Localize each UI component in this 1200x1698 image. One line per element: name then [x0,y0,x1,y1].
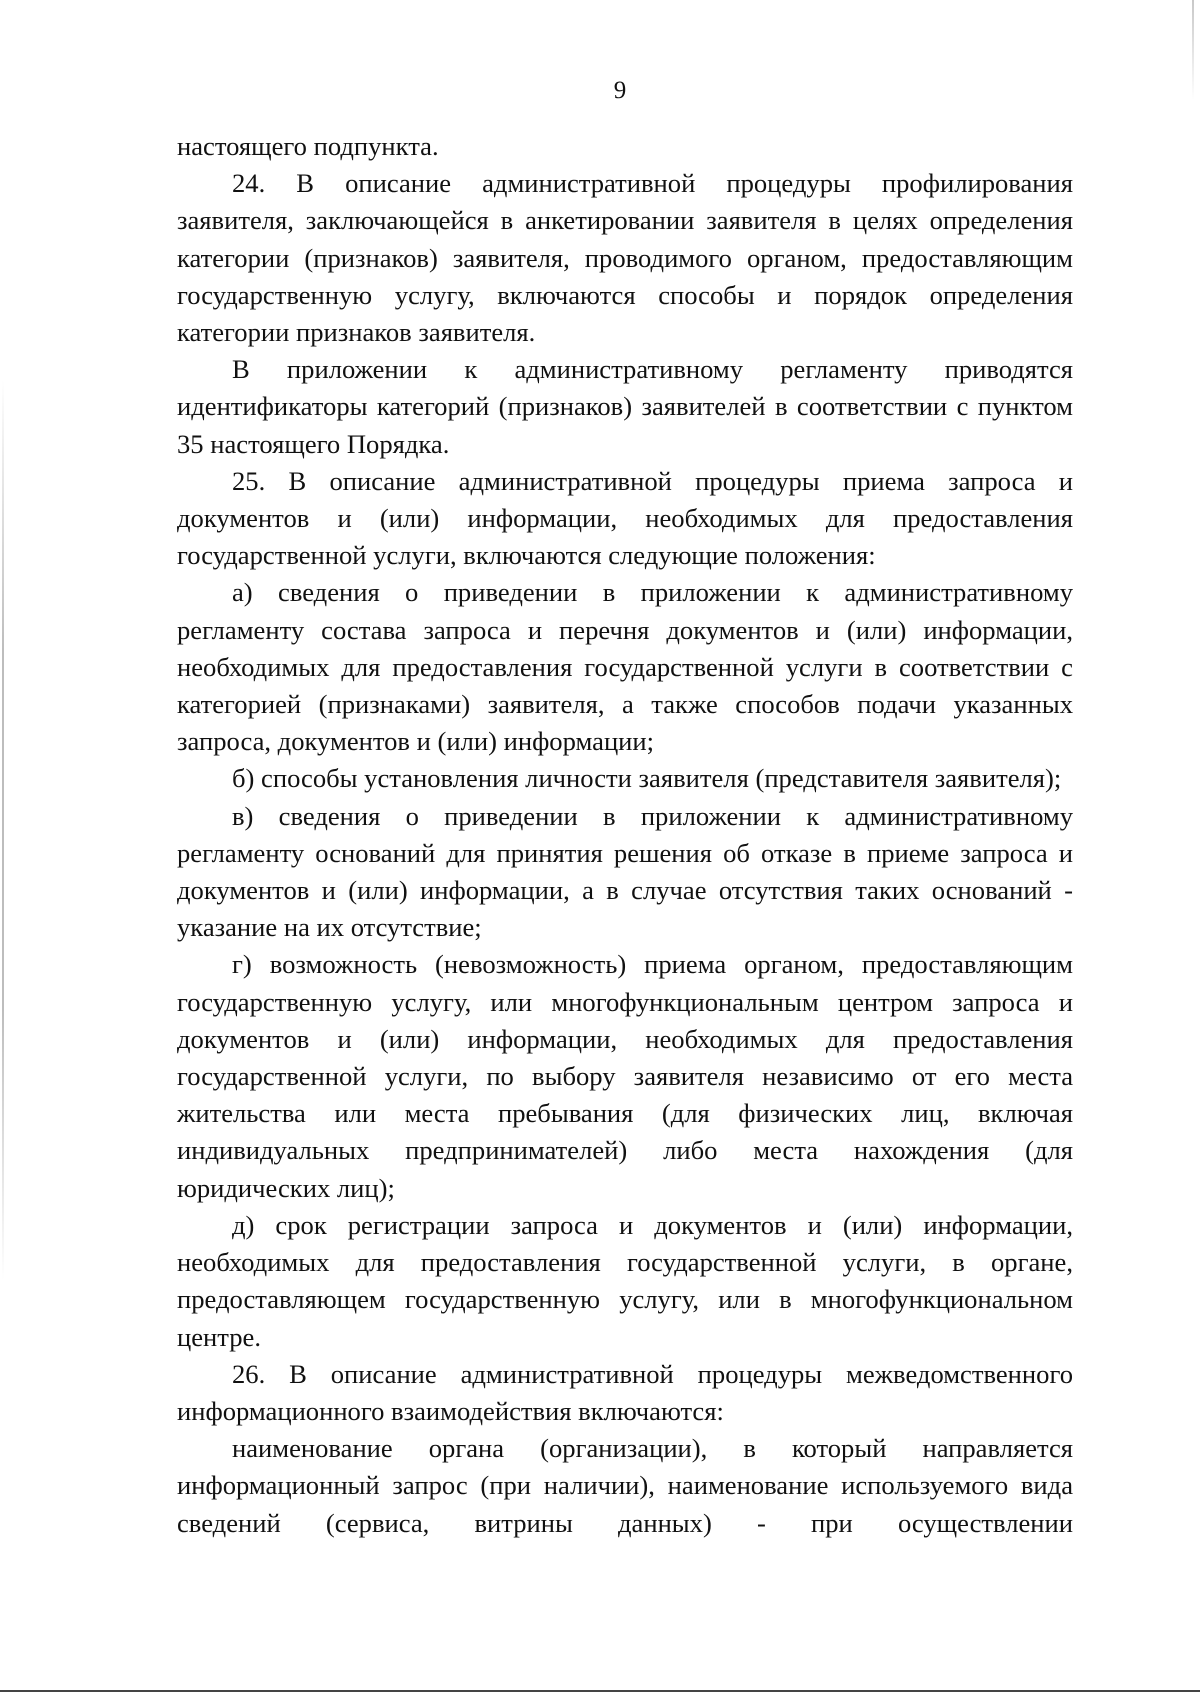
paragraph: д) срок регистрации запроса и документов и (или) информации, необходимых для предоставления государственной услуги, в органе, предоставляющем государственную услугу, или в многофункциональном центре. [177,1209,1073,1352]
paragraph: 26. В описание административной процедуры межведомственного информационного взаимодействия включаются: [177,1358,1073,1426]
paragraph: а) сведения о приведении в приложении к административному регламенту состава запроса и перечня документов и (или) информации, необходимых для предоставления государственной услуги в соответствии с категорией (признаками) заявителя, а также способов подачи указанных запроса, документов и (или) информации; [177,577,1073,757]
scan-edge-bottom [0,1690,1200,1692]
page-number: 9 [613,77,627,104]
paragraph: в) сведения о приведении в приложении к административному регламенту оснований для принятия решения об отказе в приеме запроса и документов и (или) информации, а в случае отсутствия таких оснований - указание на их отсутствие; [177,800,1073,943]
paragraph: б) способы установления личности заявителя (представителя заявителя); [232,763,1062,794]
paragraph: настоящего подпункта. [177,131,439,161]
paragraph: 25. В описание административной процедуры приема запроса и документов и (или) информации, необходимых для предоставления государственной услуги, включаются следующие положения: [177,465,1073,571]
paragraph: наименование органа (организации), в который направляется информационный запрос (при наличии), наименование используемого вида сведений (сервиса, витрины данных) - при осуществлении [177,1433,1073,1538]
scan-edge-left [2,380,4,1280]
paragraph: 24. В описание административной процедуры профилирования заявителя, заключающейся в анкетировании заявителя в целях определения категории (признаков) заявителя, проводимого органом, предоставляющим государственную услугу, включаются способы и порядок определения категории признаков заявителя. [177,168,1073,348]
paragraph: г) возможность (невозможность) приема органом, предоставляющим государственную услугу, или многофункциональным центром запроса и документов и (или) информации, необходимых для предоставления государственной услуги, по выбору заявителя независимо от его места жительства или места пребывания (для физических лиц, включая индивидуальных предпринимателей) либо места нахождения (для юридических лиц); [177,949,1073,1203]
document-body [177,128,1073,1542]
paragraph: В приложении к административному регламенту приводятся идентификаторы категорий (признаков) заявителей в соответствии с пунктом 35 настоящего Порядка. [177,354,1073,459]
